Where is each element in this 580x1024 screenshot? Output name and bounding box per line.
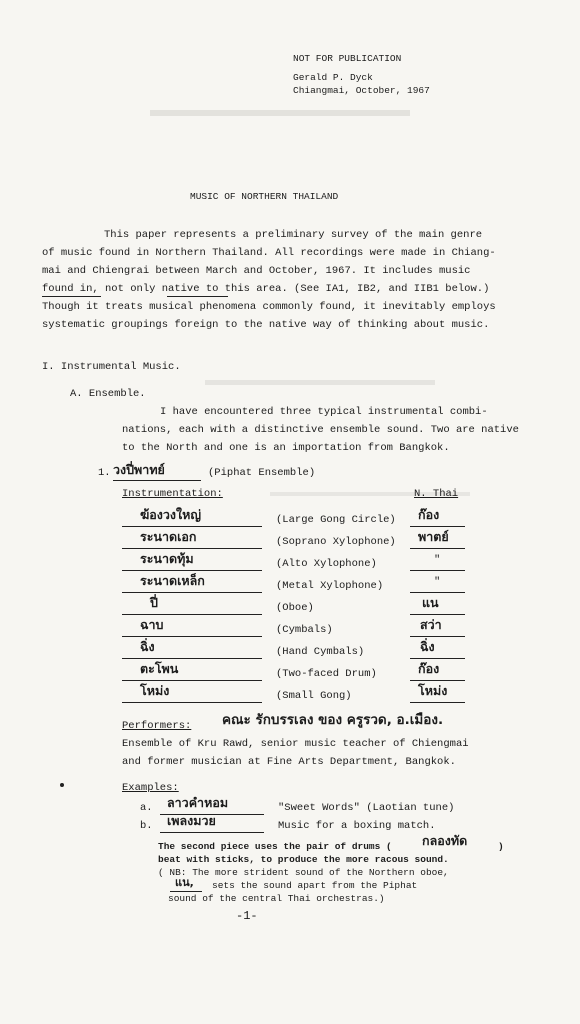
author-name: Gerald P. Dyck: [293, 72, 373, 83]
ensemble-text-line: to the North and one is an importation from Bangkok.: [122, 442, 450, 454]
ensemble-text-line: I have encountered three typical instrumental combi-: [160, 406, 488, 418]
bleedthrough-marks: [150, 110, 410, 130]
instrument-nthai: ก๊อง: [418, 507, 440, 522]
ensemble-text-line: nations, each with a distinctive ensemble sound. Two are native: [122, 424, 519, 436]
nb-line: sets the sound apart from the Piphat: [212, 880, 418, 891]
note-line: The second piece uses the pair of drums (: [158, 841, 392, 852]
intro-line: This paper represents a preliminary survey of the main genre: [104, 229, 483, 241]
row-underline: [410, 680, 465, 681]
intro-line: of music found in Northern Thailand. All recordings were made in Chiang-: [42, 247, 496, 259]
row-underline: [410, 548, 465, 549]
instrument-english: (Oboe): [276, 602, 314, 614]
page-number: -1-: [236, 909, 258, 923]
instrument-nthai: แน: [422, 595, 439, 610]
instrument-english: (Cymbals): [276, 624, 333, 636]
row-underline: [410, 570, 465, 571]
row-underline: [410, 592, 465, 593]
performers-label: Performers:: [122, 720, 192, 732]
instrument-english: (Small Gong): [276, 690, 352, 702]
row-underline: [122, 636, 262, 637]
subsection-heading: A. Ensemble.: [70, 388, 146, 400]
instrument-nthai: ": [434, 554, 441, 566]
instrumentation-header: Instrumentation:: [122, 488, 223, 500]
instrument-english: (Hand Cymbals): [276, 646, 365, 658]
row-underline: [122, 548, 262, 549]
row-underline: [410, 702, 465, 703]
instrument-thai: ฉาบ: [140, 617, 164, 632]
nb-line: ( NB: The more strident sound of the Northern oboe,: [158, 867, 449, 878]
not-for-publication: NOT FOR PUBLICATION: [293, 53, 402, 64]
instrument-thai: ระนาดเหล็ก: [140, 573, 205, 588]
instrument-nthai: ฉิ่ง: [420, 639, 435, 654]
nb-line: sound of the central Thai orchestras.): [168, 893, 385, 904]
row-underline: [410, 636, 465, 637]
bleedthrough-marks: [205, 380, 435, 395]
examples-label: Examples:: [122, 782, 179, 794]
performers-thai: คณะ รักบรรเลง ของ ครูรวด, อ.เมือง.: [222, 712, 444, 728]
instrument-thai: ตะโพน: [140, 661, 179, 676]
intro-line: Though it treats musical phenomena commonly found, it inevitably employs: [42, 301, 496, 313]
instrument-thai: ฆ้องวงใหญ่: [140, 507, 202, 522]
example-underline: [160, 832, 264, 833]
instrument-thai: ฉิ่ง: [140, 639, 155, 654]
nthai-header: N. Thai: [414, 488, 459, 500]
item-thai-name: วงปี่พาทย์: [113, 462, 165, 477]
example-letter: b.: [140, 820, 153, 832]
note-line-end: ): [498, 841, 504, 852]
instrument-english: (Alto Xylophone): [276, 558, 377, 570]
intro-line: found in, not only native to this area. (See IA1, IB2, and IIB1 below.): [42, 283, 490, 295]
row-underline: [122, 658, 262, 659]
row-underline: [122, 614, 262, 615]
note-line: beat with sticks, to produce the more racous sound.: [158, 854, 449, 865]
instrument-nthai: ก๊อง: [418, 661, 440, 676]
example-letter: a.: [140, 802, 153, 814]
row-underline: [410, 526, 465, 527]
example-thai: ลาวคำหอม: [167, 795, 229, 810]
intro-line: mai and Chiengrai between March and October, 1967. It includes music: [42, 265, 471, 277]
performers-text-line: Ensemble of Kru Rawd, senior music teacher of Chiengmai: [122, 738, 469, 750]
example-desc: Music for a boxing match.: [278, 820, 436, 832]
page-title: MUSIC OF NORTHERN THAILAND: [190, 191, 339, 202]
instrument-thai: โหม่ง: [140, 683, 170, 698]
instrument-thai: ระนาดเอก: [140, 529, 197, 544]
row-underline: [122, 592, 262, 593]
row-underline: [410, 658, 465, 659]
instrument-english: (Large Gong Circle): [276, 514, 396, 526]
instrument-english: (Soprano Xylophone): [276, 536, 396, 548]
row-underline: [122, 526, 262, 527]
example-thai: เพลงมวย: [167, 813, 216, 828]
instrument-nthai: ": [434, 576, 441, 588]
row-underline: [410, 614, 465, 615]
instrument-thai: ปี่: [150, 595, 158, 610]
margin-dot: [60, 783, 64, 787]
instrument-thai: ระนาดทุ้ม: [140, 551, 194, 566]
row-underline: [122, 570, 262, 571]
item-thai-underline: [113, 480, 201, 481]
instrument-nthai: โหม่ง: [418, 683, 448, 698]
nb-thai: แน,: [175, 876, 194, 889]
location-date: Chiangmai, October, 1967: [293, 85, 430, 96]
row-underline: [122, 702, 262, 703]
instrument-nthai: สว่า: [420, 617, 442, 632]
note-drum-thai: กลองทัด: [422, 833, 468, 848]
item-label: (Piphat Ensemble): [208, 467, 316, 479]
underline-found-in: [42, 296, 101, 297]
underline-native-to: [167, 296, 228, 297]
instrument-english: (Metal Xylophone): [276, 580, 384, 592]
row-underline: [122, 680, 262, 681]
instrument-nthai: พาตย์: [418, 529, 449, 544]
intro-line: systematic groupings foreign to the native way of thinking about music.: [42, 319, 490, 331]
example-desc: "Sweet Words" (Laotian tune): [278, 802, 455, 814]
section-heading: I. Instrumental Music.: [42, 361, 181, 373]
instrument-english: (Two-faced Drum): [276, 668, 377, 680]
performers-text-line: and former musician at Fine Arts Department, Bangkok.: [122, 756, 456, 768]
item-number: 1.: [98, 467, 111, 479]
